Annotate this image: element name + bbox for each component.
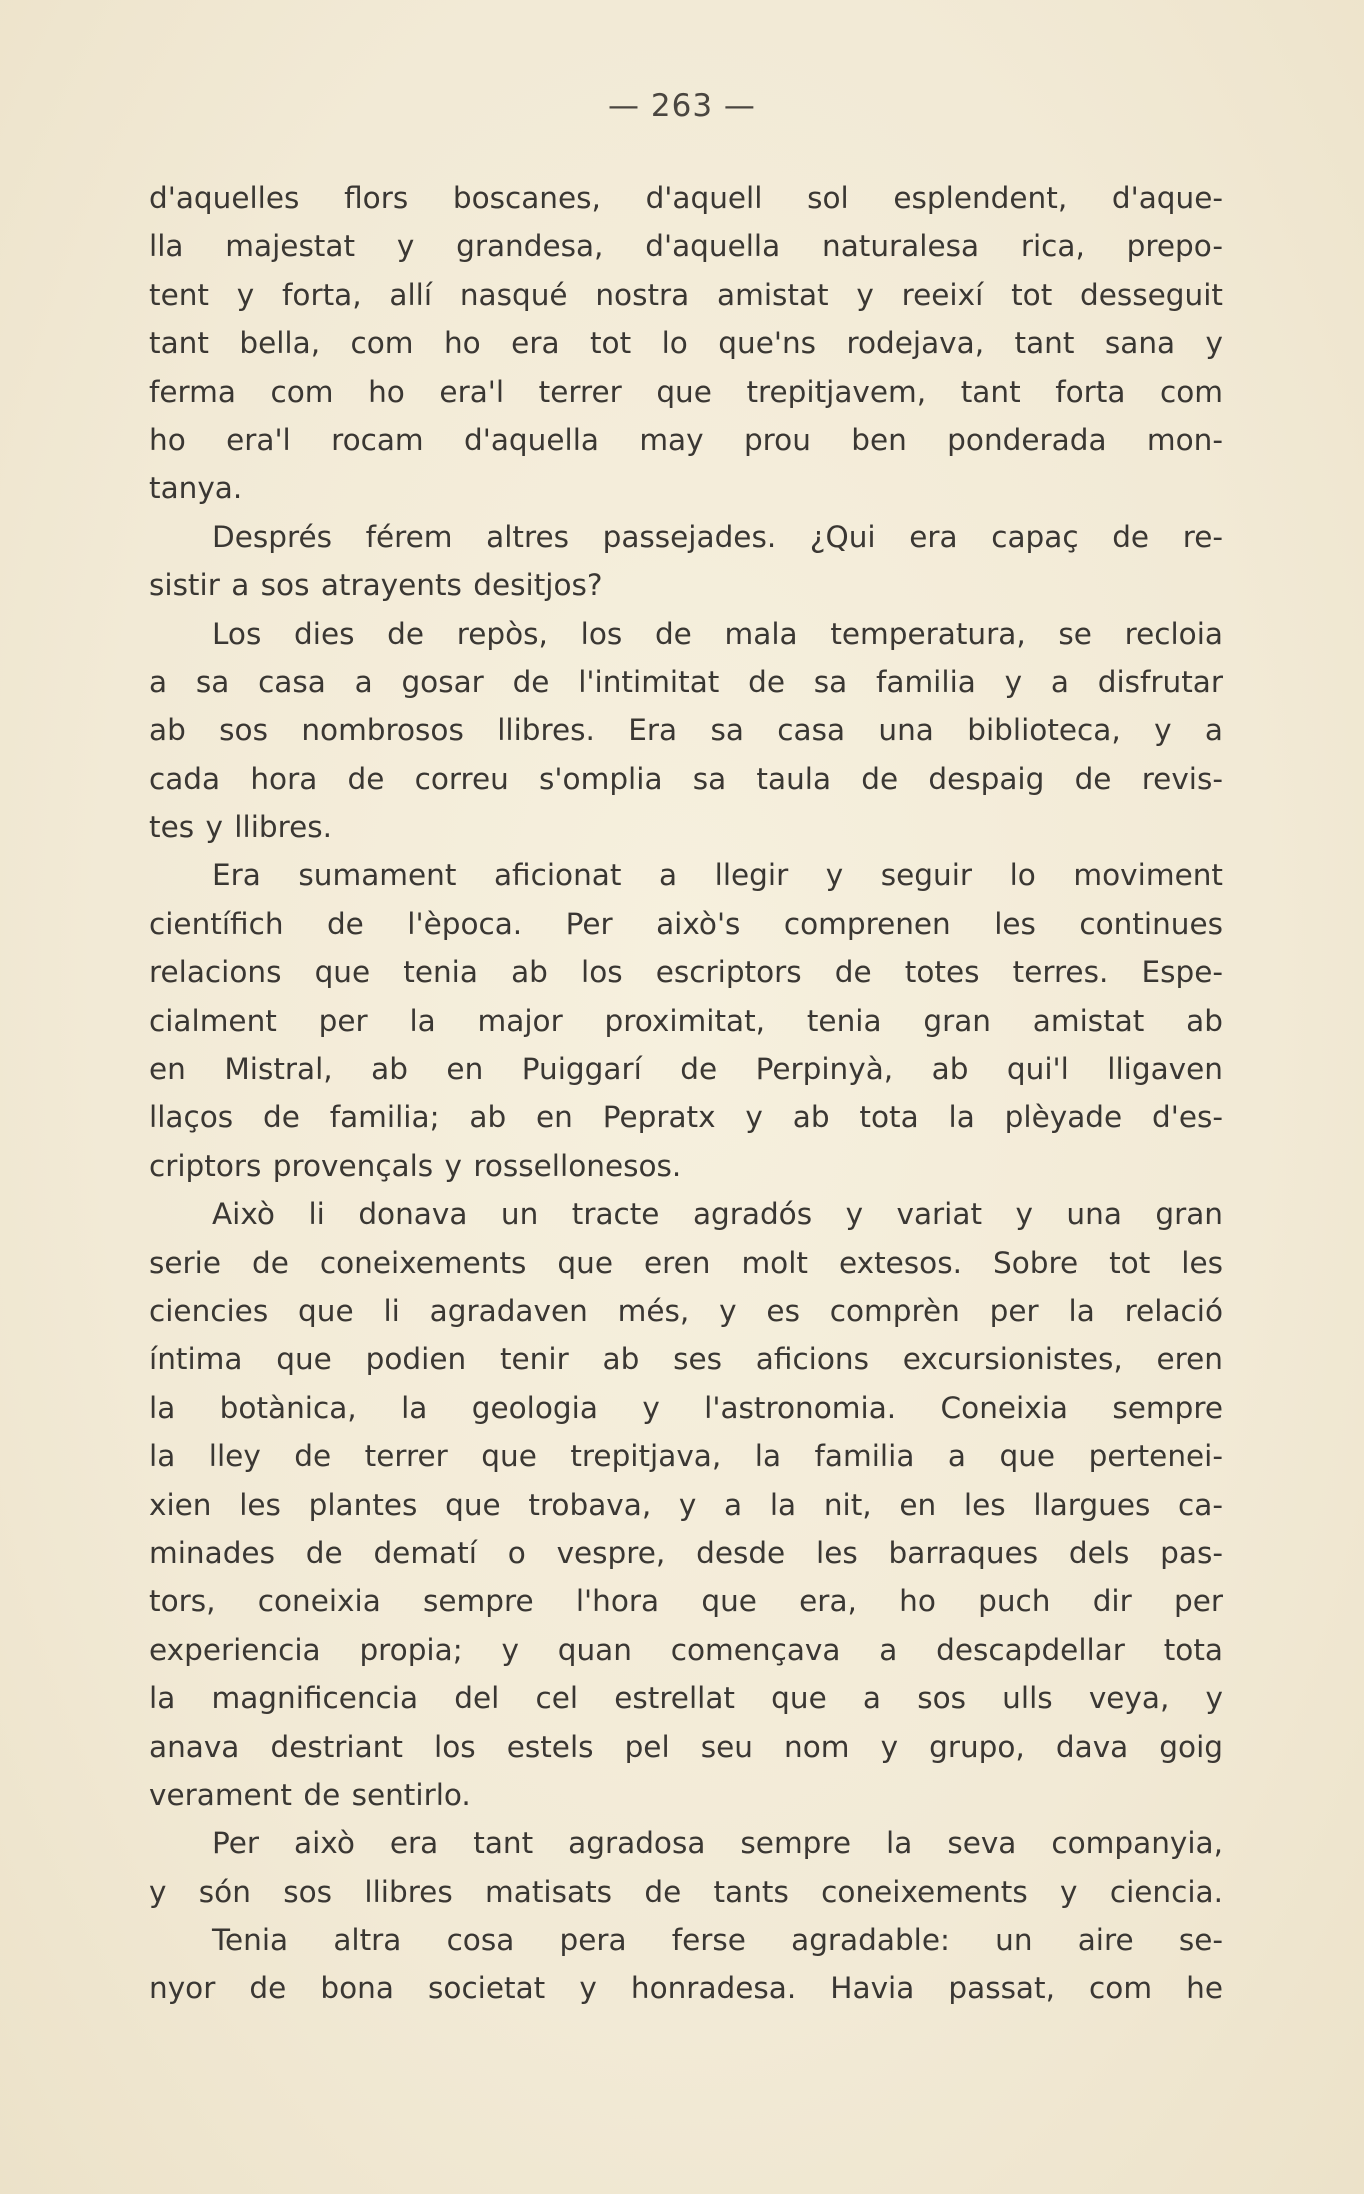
page-number: — 263 — xyxy=(608,88,756,124)
text-line: Per això era tant agradosa sempre la seva companyia, xyxy=(212,1826,1223,1861)
text-line: cada hora de correu s'omplia sa taula de despaig de revis- xyxy=(149,761,1223,796)
text-line: y són sos llibres matisats de tants coneixements y ciencia. xyxy=(149,1874,1223,1909)
text-line: ciencies que li agradaven més, y es comprèn per la relació xyxy=(149,1293,1223,1328)
text-line: experiencia propia; y quan començava a descapdellar tota xyxy=(149,1632,1223,1667)
text-line: íntima que podien tenir ab ses aficions excursionistes, eren xyxy=(149,1342,1223,1377)
text-line: llaços de familia; ab en Pepratx y ab tota la plèyade d'es- xyxy=(149,1100,1223,1135)
text-line: ab sos nombrosos llibres. Era sa casa una biblioteca, y a xyxy=(149,713,1223,748)
text-line: verament de sentirlo. xyxy=(149,1777,471,1812)
text-line: d'aquelles flors boscanes, d'aquell sol esplendent, d'aque- xyxy=(149,181,1223,215)
text-line: tant bella, com ho era tot lo que'ns rodejava, tant sana y xyxy=(149,326,1223,361)
text-line: Tenia altra cosa pera ferse agradable: un aire se- xyxy=(212,1923,1223,1958)
text-line: sistir a sos atrayents desitjos? xyxy=(149,568,603,603)
text-line: minades de dematí o vespre, desde les barraques dels pas- xyxy=(149,1535,1223,1570)
text-line: a sa casa a gosar de l'intimitat de sa familia y a disfrutar xyxy=(149,664,1223,699)
text-line: serie de coneixements que eren molt extesos. Sobre tot les xyxy=(149,1245,1223,1280)
text-line: la magnificencia del cel estrellat que a sos ulls veya, y xyxy=(149,1681,1223,1716)
text-line: criptors provençals y rossellonesos. xyxy=(149,1148,682,1183)
text-line: ho era'l rocam d'aquella may prou ben ponderada mon- xyxy=(149,422,1223,457)
text-line: la botànica, la geologia y l'astronomia. Coneixia sempre xyxy=(149,1390,1223,1425)
text-line: Era sumament aficionat a llegir y seguir lo moviment xyxy=(212,858,1223,893)
body-text xyxy=(149,174,1223,2013)
text-line: científich de l'època. Per això's comprenen les continues xyxy=(149,906,1223,941)
text-line: Los dies de repòs, los de mala temperatura, se recloia xyxy=(212,616,1223,651)
text-line: relacions que tenia ab los escriptors de totes terres. Espe- xyxy=(149,955,1223,990)
text-line: tent y forta, allí nasqué nostra amistat y reeixí tot desseguit xyxy=(149,277,1223,312)
text-line: nyor de bona societat y honradesa. Havia passat, com he xyxy=(149,1971,1223,2006)
text-line: xien les plantes que trobava, y a la nit, en les llargues ca- xyxy=(149,1487,1223,1522)
text-line: en Mistral, ab en Puiggarí de Perpinyà, ab qui'l lligaven xyxy=(149,1052,1223,1087)
text-line: Això li donava un tracte agradós y variat y una gran xyxy=(212,1197,1223,1232)
text-line: cialment per la major proximitat, tenia gran amistat ab xyxy=(149,1003,1223,1038)
text-line: tors, coneixia sempre l'hora que era, ho puch dir per xyxy=(149,1584,1223,1619)
text-line: lla majestat y grandesa, d'aquella naturalesa rica, prepo- xyxy=(149,229,1223,264)
text-line: la lley de terrer que trepitjava, la familia a que pertenei- xyxy=(149,1439,1223,1474)
text-line: tes y llibres. xyxy=(149,810,332,845)
text-line: tanya. xyxy=(149,471,243,506)
text-line: ferma com ho era'l terrer que trepitjavem, tant forta com xyxy=(149,374,1223,409)
text-line: anava destriant los estels pel seu nom y grupo, dava goig xyxy=(149,1729,1223,1764)
text-line: Després férem altres passejades. ¿Qui era capaç de re- xyxy=(212,519,1223,554)
